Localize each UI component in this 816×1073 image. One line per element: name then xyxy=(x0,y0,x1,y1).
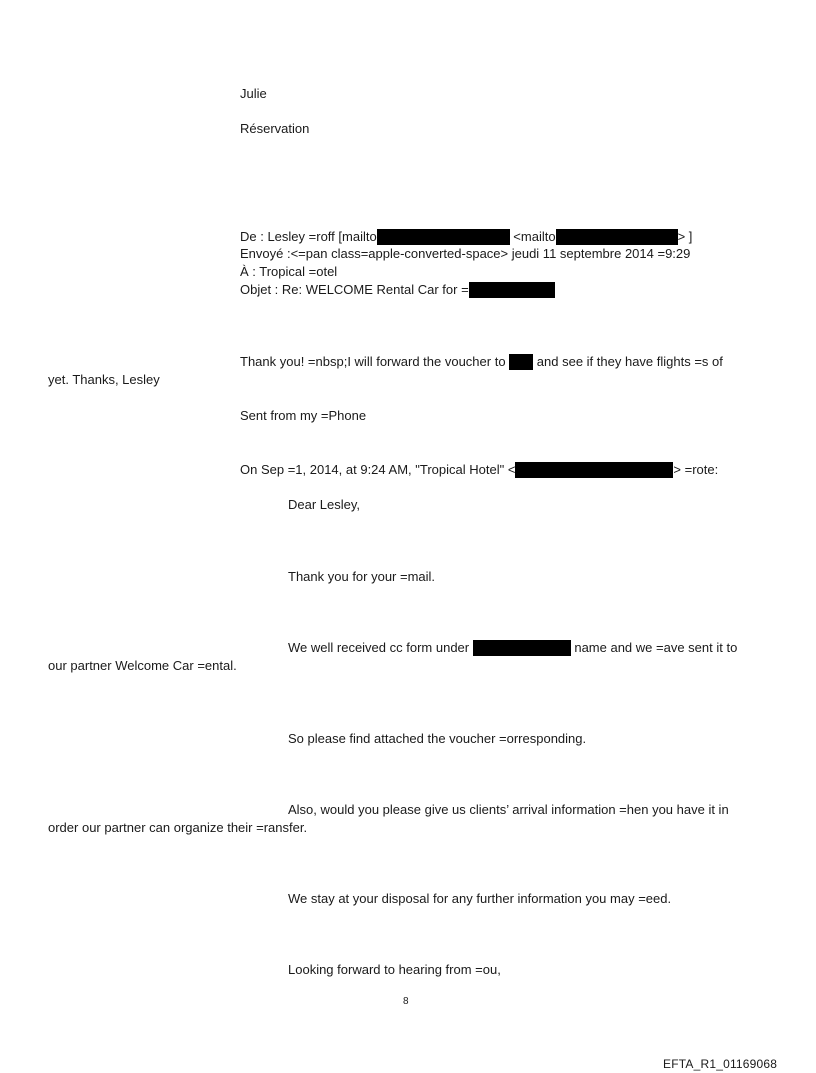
header-from-prefix: De : Lesley =roff [mailto xyxy=(240,229,377,244)
reply-thanks-b: and see if they have flights =s of xyxy=(533,354,723,369)
reply-thanks xyxy=(240,354,723,370)
signature-name: Julie xyxy=(240,86,267,101)
redaction-block xyxy=(473,640,571,656)
redaction-block xyxy=(377,229,510,245)
header-subject-prefix: Objet : Re: WELCOME Rental Car for = xyxy=(240,282,469,297)
header-from xyxy=(240,229,692,245)
signature-dept: Réservation xyxy=(240,121,310,136)
quoted-arrival: Also, would you please give us clients’ arrival information =hen you have it in xyxy=(288,802,729,817)
quoted-received-a: We well received cc form under xyxy=(288,640,470,655)
page-number: 8 xyxy=(403,996,409,1007)
header-from-end: > ] xyxy=(677,229,693,244)
redaction-block xyxy=(469,282,555,298)
quoted-received xyxy=(288,640,737,656)
quote-intro-suffix: > =rote: xyxy=(673,462,719,477)
quoted-thanks: Thank you for your =mail. xyxy=(288,569,436,584)
quoted-closing: Looking forward to hearing from =ou, xyxy=(288,962,501,977)
redaction-block xyxy=(515,462,673,478)
header-from-mid: <mailto xyxy=(509,229,556,244)
redaction-block xyxy=(556,229,678,245)
header-to: À : Tropical =otel xyxy=(240,264,338,279)
quoted-greeting: Dear Lesley, xyxy=(288,497,361,512)
quoted-received-cont: our partner Welcome Car =ental. xyxy=(48,658,237,673)
quoted-disposal: We stay at your disposal for any further information you may =eed. xyxy=(288,891,672,906)
quoted-received-b: name and we =ave sent it to xyxy=(570,640,738,655)
reply-thanks-cont: yet. Thanks, Lesley xyxy=(48,372,160,387)
quoted-attached: So please find attached the voucher =orresponding. xyxy=(288,731,587,746)
document-id: EFTA_R1_01169068 xyxy=(663,1057,778,1071)
quoted-arrival-cont: order our partner can organize their =ransfer. xyxy=(48,820,308,835)
redaction-block xyxy=(509,354,533,370)
quote-intro-prefix: On Sep =1, 2014, at 9:24 AM, "Tropical Hotel" < xyxy=(240,462,516,477)
header-sent: Envoyé :<=pan class=apple-converted-space> jeudi 11 septembre 2014 =9:29 xyxy=(240,246,691,261)
reply-thanks-a: Thank you! =nbsp;I will forward the voucher to xyxy=(240,354,506,369)
header-subject xyxy=(240,282,555,298)
reply-sent-from: Sent from my =Phone xyxy=(240,408,367,423)
quote-intro xyxy=(240,462,718,478)
